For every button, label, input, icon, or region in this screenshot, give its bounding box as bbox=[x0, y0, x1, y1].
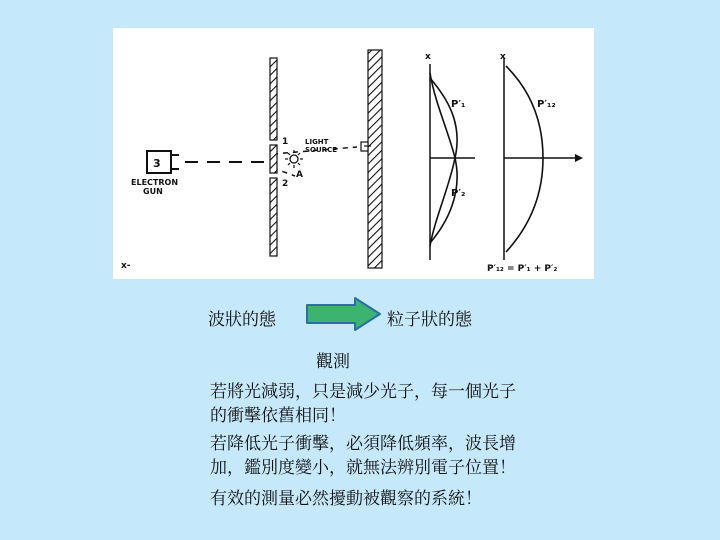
double-slit-diagram bbox=[113, 28, 594, 279]
axis-label-left: x bbox=[425, 52, 431, 62]
caption-observe: 觀測 bbox=[316, 352, 350, 372]
light-source-label-1: LIGHT bbox=[305, 138, 329, 146]
label-p2: P′₂ bbox=[451, 188, 466, 199]
transition-arrow bbox=[305, 296, 383, 332]
label-p1: P′₁ bbox=[451, 99, 466, 110]
gun-digit: 3 bbox=[153, 157, 161, 170]
formula: P′₁₂ = P′₁ + P′₂ bbox=[487, 264, 558, 274]
individual-probability-plot bbox=[425, 52, 475, 260]
combined-probability-plot bbox=[487, 52, 583, 274]
paragraph-lower-frequency bbox=[210, 432, 516, 480]
curve-p12 bbox=[506, 66, 543, 252]
electron-gun bbox=[131, 151, 179, 196]
paragraph-conclusion bbox=[210, 487, 482, 511]
caption-wave-state: 波狀的態 bbox=[208, 310, 276, 330]
light-source-label-2: SOURCE bbox=[305, 146, 337, 154]
axis-label-right: x bbox=[500, 52, 506, 62]
label-p12: P′₁₂ bbox=[537, 99, 556, 110]
paragraph-3-line-1: 有效的測量必然擾動被觀察的系統！ bbox=[210, 489, 482, 509]
axis-label-bottom-left: x- bbox=[121, 261, 131, 271]
slit-1-label: 1 bbox=[282, 137, 289, 147]
light-source bbox=[285, 138, 337, 180]
diagram-svg bbox=[113, 28, 594, 279]
caption-particle-state: 粒子狀的態 bbox=[387, 310, 472, 330]
electron-gun-label-2: GUN bbox=[143, 187, 163, 196]
electron-gun-label-1: ELECTRON bbox=[131, 178, 179, 187]
detector-screen bbox=[361, 50, 382, 268]
paragraph-weaken-light bbox=[210, 380, 516, 428]
paragraph-1-line-1: 若將光減弱，只是減少光子，每一個光子 bbox=[210, 382, 516, 402]
mark-a: A bbox=[296, 170, 303, 180]
slit-2-label: 2 bbox=[282, 179, 289, 189]
paragraph-2-line-2: 加，鑑別度變小，就無法辨別電子位置！ bbox=[210, 458, 516, 478]
paragraph-2-line-1: 若降低光子衝擊，必須降低頻率，波長增 bbox=[210, 434, 516, 454]
paragraph-1-line-2: 的衝擊依舊相同！ bbox=[210, 406, 346, 426]
slit-barrier bbox=[270, 58, 288, 256]
